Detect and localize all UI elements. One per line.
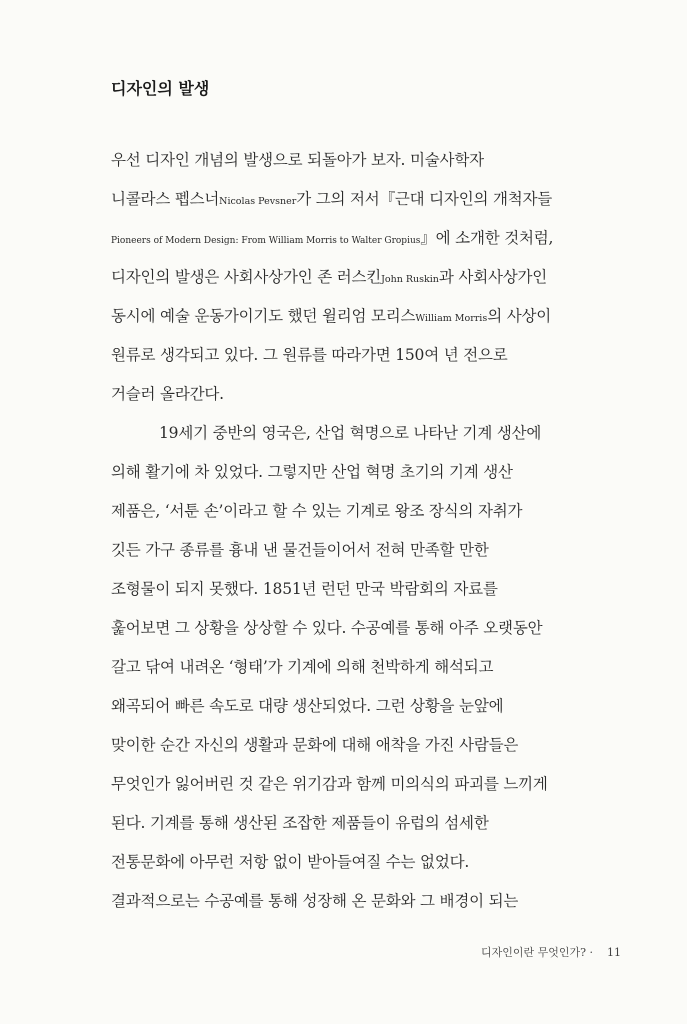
text-span: 니콜라스 펩스너: [111, 190, 220, 208]
text-line: 우선 디자인 개념의 발생으로 되돌아가 보자. 미술사학자: [111, 151, 484, 169]
text-span: 의 사상이: [487, 307, 552, 325]
text-span: 동시에 예술 운동가이기도 했던 윌리엄 모리스: [111, 307, 416, 325]
text-line: [111, 265, 641, 304]
text-line: 갈고 닦여 내려온 ‘형태’가 기계에 의해 천박하게 해석되고: [111, 658, 494, 676]
text-line: 전통문화에 아무런 저항 없이 받아들여질 수는 없었다.: [111, 853, 470, 871]
text-line: 의해 활기에 차 있었다. 그렇지만 산업 혁명 초기의 기계 생산: [111, 463, 513, 481]
paragraph-first-line: 19세기 중반의 영국은, 산업 혁명으로 나타난 기계 생산에: [159, 424, 542, 442]
text-line: 훑어보면 그 상황을 상상할 수 있다. 수공예를 통해 아주 오랫동안: [111, 619, 543, 637]
text-line: 왜곡되어 빠른 속도로 대량 생산되었다. 그런 상황을 눈앞에: [111, 697, 504, 715]
text-line: 제품은, ‘서툰 손’이라고 할 수 있는 기계로 왕조 장식의 자취가: [111, 502, 523, 520]
text-line: 깃든 가구 종류를 흉내 낸 물건들이어서 전혀 만족할 만한: [111, 541, 489, 559]
latin-name-superscript: Nicolas Pevsner: [219, 196, 297, 207]
text-line: [111, 226, 641, 265]
english-title: Pioneers of Modern Design: From William Morris to Walter Gropius: [111, 236, 421, 246]
text-line: 거슬러 올라간다.: [111, 385, 224, 403]
text-line: 원류로 생각되고 있다. 그 원류를 따라가면 150여 년 전으로: [111, 346, 508, 364]
text-span: 가 그의 저서『근대 디자인의 개척자들: [296, 190, 553, 208]
section-heading: 디자인의 발생: [111, 79, 210, 98]
text-span: 과 사회사상가인: [438, 268, 548, 286]
text-span: 디자인의 발생은 사회사상가인 존 러스킨: [111, 268, 382, 286]
latin-name-superscript: William Morris: [415, 313, 488, 324]
running-title: 디자인이란 무엇인가? ·: [480, 946, 593, 959]
text-span: 』에 소개한 것처럼,: [420, 229, 554, 247]
text-line: 무엇인가 잃어버린 것 같은 위기감과 함께 미의식의 파괴를 느끼게: [111, 775, 548, 793]
page-footer: [481, 944, 621, 960]
body-text: [111, 148, 641, 928]
latin-name-superscript: John Ruskin: [381, 274, 439, 285]
text-line: 맞이한 순간 자신의 생활과 문화에 대해 애착을 가진 사람들은: [111, 736, 519, 754]
text-line: 결과적으로는 수공예를 통해 성장해 온 문화와 그 배경이 되는: [111, 892, 519, 910]
text-line: 조형물이 되지 못했다. 1851년 런던 만국 박람회의 자료를: [111, 580, 498, 598]
page-number: 11: [607, 946, 621, 959]
text-line: [111, 304, 641, 343]
text-line: [111, 187, 641, 226]
text-line: 된다. 기계를 통해 생산된 조잡한 제품들이 유럽의 섬세한: [111, 814, 489, 832]
